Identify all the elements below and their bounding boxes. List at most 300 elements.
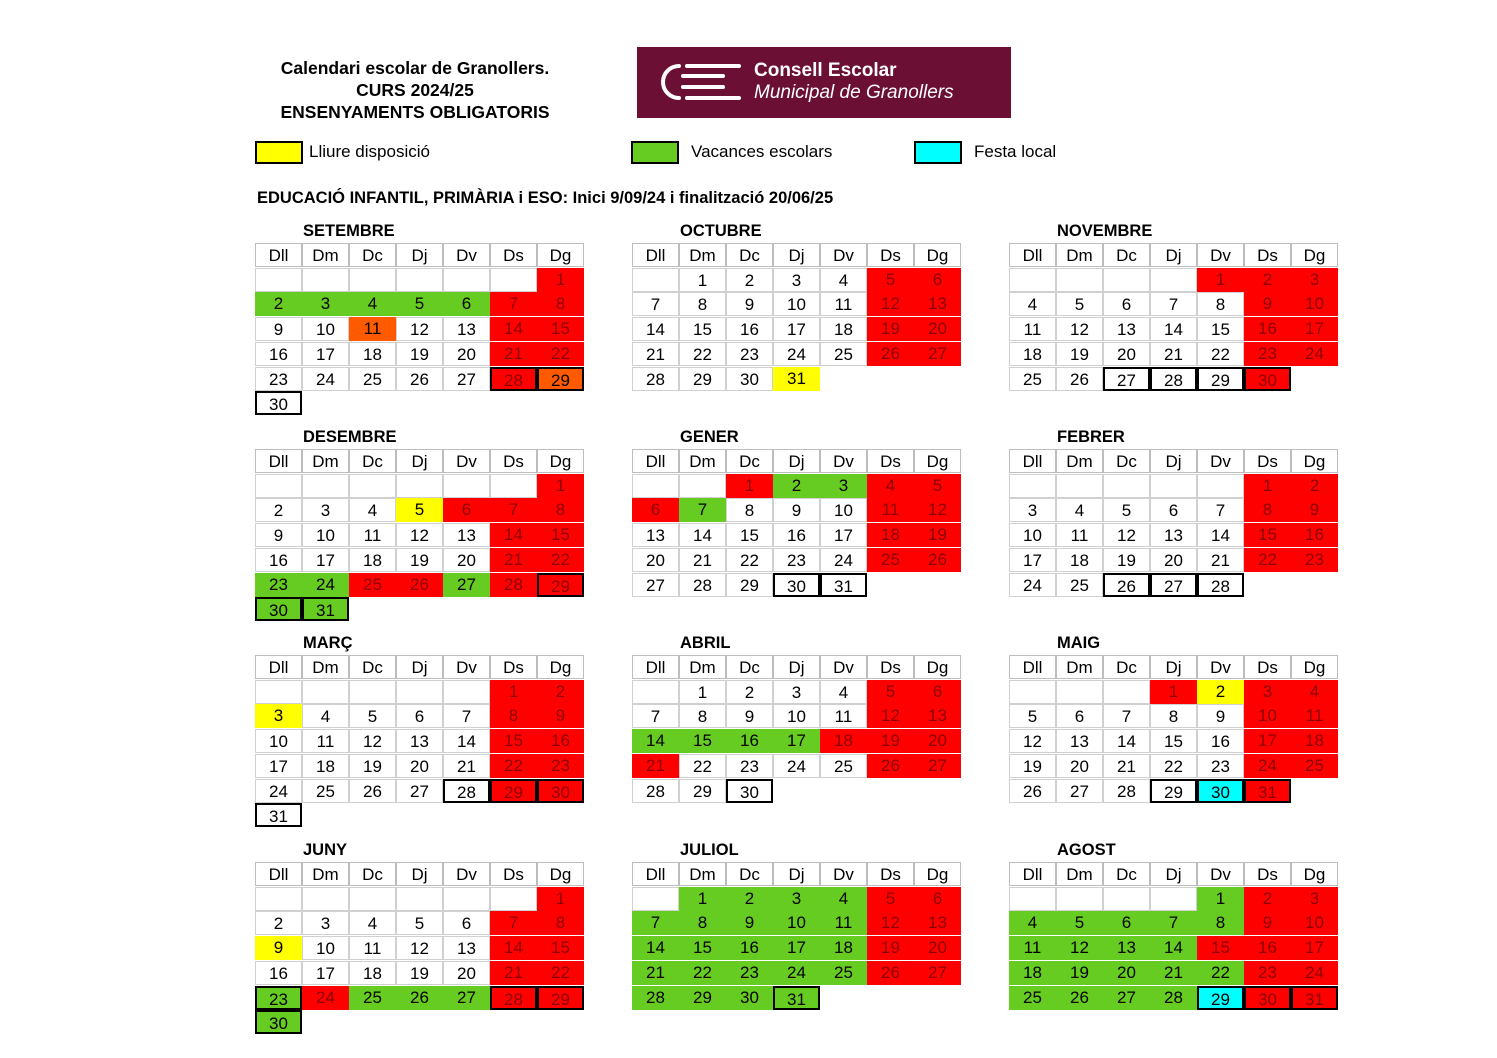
weekday-header: Dg	[537, 862, 584, 886]
weekday-header: Dv	[820, 655, 867, 679]
day-cell: 4	[867, 474, 914, 498]
day-cell: 21	[1150, 342, 1197, 366]
weekday-header: Dg	[914, 862, 961, 886]
day-cell: 5	[867, 887, 914, 911]
day-cell: 26	[1056, 367, 1103, 391]
day-cell: 24	[820, 548, 867, 572]
month-name: SETEMBRE	[303, 222, 395, 240]
day-cell: 18	[349, 548, 396, 572]
weekday-header: Dll	[632, 243, 679, 267]
day-cell: 19	[914, 523, 961, 547]
day-cell: 25	[820, 961, 867, 985]
day-cell: 13	[443, 936, 490, 960]
day-cell: 14	[679, 523, 726, 547]
day-cell: 16	[1291, 523, 1338, 547]
day-cell: 27	[1150, 573, 1197, 597]
day-cell: 25	[820, 754, 867, 778]
day-cell: 21	[1103, 754, 1150, 778]
day-cell: 14	[490, 936, 537, 960]
day-cell: 15	[1150, 729, 1197, 753]
weekday-header: Dll	[255, 243, 302, 267]
weekday-header: Dll	[255, 449, 302, 473]
weekday-header: Dm	[1056, 862, 1103, 886]
day-cell: 4	[349, 911, 396, 935]
day-cell: 4	[349, 292, 396, 316]
day-cell: 24	[302, 986, 349, 1010]
day-cell: 12	[1103, 523, 1150, 547]
day-cell: 30	[1244, 986, 1291, 1010]
day-cell: 2	[726, 268, 773, 292]
empty-cell	[1103, 887, 1150, 911]
day-cell: 30	[726, 367, 773, 391]
empty-cell	[1056, 474, 1103, 498]
day-cell: 21	[1197, 548, 1244, 572]
day-cell: 7	[1150, 911, 1197, 935]
day-cell: 27	[1056, 779, 1103, 803]
day-cell: 10	[1291, 292, 1338, 316]
day-cell: 28	[679, 573, 726, 597]
day-cell: 19	[867, 317, 914, 341]
day-cell: 30	[726, 986, 773, 1010]
weekday-header: Dll	[632, 862, 679, 886]
empty-cell	[1056, 887, 1103, 911]
weekday-header: Dv	[443, 655, 490, 679]
weekday-header: Dj	[1150, 449, 1197, 473]
day-cell: 17	[1009, 548, 1056, 572]
day-cell: 5	[867, 680, 914, 704]
logo-line-2: Municipal de Granollers	[754, 82, 954, 103]
day-cell: 25	[349, 573, 396, 597]
weekday-header: Dc	[726, 862, 773, 886]
weekday-header: Dj	[773, 655, 820, 679]
day-cell: 29	[1197, 986, 1244, 1010]
empty-cell	[255, 887, 302, 911]
day-cell: 16	[537, 729, 584, 753]
day-cell: 15	[726, 523, 773, 547]
weekday-header: Ds	[1244, 243, 1291, 267]
day-cell: 18	[1009, 961, 1056, 985]
empty-cell	[632, 680, 679, 704]
day-cell: 16	[1244, 936, 1291, 960]
day-cell: 15	[679, 317, 726, 341]
day-cell: 12	[396, 936, 443, 960]
day-cell: 1	[1150, 680, 1197, 704]
empty-cell	[349, 680, 396, 704]
day-cell: 9	[255, 317, 302, 341]
day-cell: 9	[1244, 911, 1291, 935]
day-cell: 1	[679, 887, 726, 911]
day-cell: 17	[255, 754, 302, 778]
day-cell: 12	[396, 523, 443, 547]
weekday-header: Dll	[1009, 243, 1056, 267]
weekday-header: Ds	[867, 655, 914, 679]
weekday-header: Ds	[490, 862, 537, 886]
day-cell: 29	[679, 367, 726, 391]
empty-cell	[490, 887, 537, 911]
day-cell: 6	[443, 498, 490, 522]
weekday-header: Dc	[349, 243, 396, 267]
day-cell: 22	[726, 548, 773, 572]
day-cell: 4	[820, 680, 867, 704]
day-cell: 1	[1244, 474, 1291, 498]
day-cell: 5	[1103, 498, 1150, 522]
weekday-header: Dc	[1103, 862, 1150, 886]
day-cell: 13	[914, 911, 961, 935]
day-cell: 29	[537, 367, 584, 391]
day-cell: 22	[679, 961, 726, 985]
day-cell: 30	[1197, 779, 1244, 803]
day-cell: 21	[490, 961, 537, 985]
day-cell: 29	[1150, 779, 1197, 803]
day-cell: 26	[867, 961, 914, 985]
day-cell: 25	[302, 779, 349, 803]
day-cell: 17	[773, 729, 820, 753]
day-cell: 13	[632, 523, 679, 547]
empty-cell	[632, 474, 679, 498]
day-cell: 1	[1197, 268, 1244, 292]
day-cell: 6	[1056, 704, 1103, 728]
day-cell: 24	[302, 573, 349, 597]
empty-cell	[1009, 268, 1056, 292]
day-cell: 16	[726, 317, 773, 341]
day-cell: 15	[1197, 317, 1244, 341]
day-cell: 23	[255, 986, 302, 1010]
day-cell: 28	[1150, 367, 1197, 391]
day-cell: 3	[820, 474, 867, 498]
day-cell: 28	[490, 367, 537, 391]
day-cell: 18	[302, 754, 349, 778]
empty-cell	[443, 680, 490, 704]
day-cell: 20	[632, 548, 679, 572]
day-cell: 22	[1150, 754, 1197, 778]
empty-cell	[302, 268, 349, 292]
day-cell: 23	[726, 342, 773, 366]
day-cell: 11	[349, 936, 396, 960]
day-cell: 5	[1056, 292, 1103, 316]
day-cell: 22	[1197, 342, 1244, 366]
day-cell: 17	[1291, 317, 1338, 341]
day-cell: 15	[1244, 523, 1291, 547]
empty-cell	[1150, 887, 1197, 911]
day-cell: 20	[914, 936, 961, 960]
day-cell: 9	[255, 936, 302, 960]
day-cell: 19	[1103, 548, 1150, 572]
weekday-header: Ds	[490, 449, 537, 473]
day-cell: 6	[396, 704, 443, 728]
day-cell: 2	[255, 911, 302, 935]
weekday-header: Dj	[1150, 243, 1197, 267]
section-title: EDUCACIÓ INFANTIL, PRIMÀRIA i ESO: Inici 9/09/24 i finalització 20/06/25	[257, 189, 834, 207]
day-cell: 8	[679, 911, 726, 935]
day-cell: 2	[773, 474, 820, 498]
day-cell: 19	[867, 729, 914, 753]
empty-cell	[255, 268, 302, 292]
day-cell: 24	[1291, 342, 1338, 366]
day-cell: 2	[1291, 474, 1338, 498]
day-cell: 31	[820, 573, 867, 597]
day-cell: 2	[1197, 680, 1244, 704]
weekday-header: Dll	[1009, 862, 1056, 886]
day-cell: 7	[1197, 498, 1244, 522]
day-cell: 3	[1291, 268, 1338, 292]
day-cell: 1	[1197, 887, 1244, 911]
weekday-header: Dll	[255, 862, 302, 886]
weekday-header: Dc	[726, 655, 773, 679]
day-cell: 6	[1103, 911, 1150, 935]
day-cell: 7	[1103, 704, 1150, 728]
day-cell: 20	[443, 548, 490, 572]
day-cell: 30	[255, 597, 302, 621]
day-cell: 30	[255, 391, 302, 415]
empty-cell	[1103, 268, 1150, 292]
day-cell: 28	[1197, 573, 1244, 597]
day-cell: 8	[679, 292, 726, 316]
day-cell: 21	[490, 548, 537, 572]
day-cell: 27	[914, 342, 961, 366]
day-cell: 9	[1291, 498, 1338, 522]
day-cell: 10	[1009, 523, 1056, 547]
day-cell: 4	[820, 268, 867, 292]
day-cell: 9	[726, 911, 773, 935]
day-cell: 7	[490, 292, 537, 316]
empty-cell	[255, 474, 302, 498]
empty-cell	[1150, 268, 1197, 292]
empty-cell	[443, 887, 490, 911]
day-cell: 2	[255, 498, 302, 522]
day-cell: 13	[443, 317, 490, 341]
weekday-header: Dm	[1056, 655, 1103, 679]
day-cell: 21	[490, 342, 537, 366]
day-cell: 2	[1244, 887, 1291, 911]
day-cell: 5	[1009, 704, 1056, 728]
day-cell: 4	[1291, 680, 1338, 704]
day-cell: 15	[1197, 936, 1244, 960]
weekday-header: Dj	[773, 449, 820, 473]
day-cell: 15	[679, 729, 726, 753]
day-cell: 13	[1056, 729, 1103, 753]
day-cell: 25	[820, 342, 867, 366]
weekday-header: Dg	[1291, 655, 1338, 679]
day-cell: 5	[914, 474, 961, 498]
weekday-header: Ds	[490, 655, 537, 679]
day-cell: 28	[632, 986, 679, 1010]
weekday-header: Dj	[396, 449, 443, 473]
empty-cell	[396, 887, 443, 911]
weekday-header: Dm	[679, 655, 726, 679]
day-cell: 18	[820, 936, 867, 960]
day-cell: 27	[443, 986, 490, 1010]
day-cell: 14	[1197, 523, 1244, 547]
empty-cell	[1009, 887, 1056, 911]
day-cell: 1	[679, 268, 726, 292]
weekday-header: Dc	[726, 449, 773, 473]
weekday-header: Ds	[867, 243, 914, 267]
day-cell: 3	[773, 680, 820, 704]
day-cell: 3	[1244, 680, 1291, 704]
day-cell: 15	[537, 936, 584, 960]
empty-cell	[396, 474, 443, 498]
day-cell: 28	[632, 779, 679, 803]
weekday-header: Dll	[632, 655, 679, 679]
day-cell: 27	[632, 573, 679, 597]
weekday-header: Dv	[443, 243, 490, 267]
day-cell: 7	[443, 704, 490, 728]
day-cell: 15	[537, 317, 584, 341]
month-name: NOVEMBRE	[1057, 222, 1153, 240]
day-cell: 1	[537, 474, 584, 498]
day-cell: 11	[349, 523, 396, 547]
day-cell: 9	[1197, 704, 1244, 728]
legend-label: Festa local	[974, 142, 1057, 161]
weekday-header: Dm	[679, 243, 726, 267]
day-cell: 26	[1009, 779, 1056, 803]
empty-cell	[349, 268, 396, 292]
day-cell: 27	[443, 573, 490, 597]
day-cell: 8	[537, 292, 584, 316]
day-cell: 4	[1009, 911, 1056, 935]
day-cell: 16	[1197, 729, 1244, 753]
day-cell: 25	[867, 548, 914, 572]
day-cell: 8	[1197, 292, 1244, 316]
empty-cell	[396, 680, 443, 704]
weekday-header: Ds	[490, 243, 537, 267]
day-cell: 5	[1056, 911, 1103, 935]
day-cell: 5	[396, 292, 443, 316]
weekday-header: Dg	[914, 449, 961, 473]
day-cell: 23	[255, 367, 302, 391]
day-cell: 27	[914, 961, 961, 985]
day-cell: 11	[1009, 317, 1056, 341]
title-line-1: Calendari escolar de Granollers.	[280, 58, 550, 78]
day-cell: 18	[349, 342, 396, 366]
day-cell: 10	[773, 292, 820, 316]
day-cell: 9	[726, 292, 773, 316]
day-cell: 26	[867, 342, 914, 366]
weekday-header: Dll	[255, 655, 302, 679]
empty-cell	[1150, 474, 1197, 498]
weekday-header: Dg	[914, 655, 961, 679]
day-cell: 13	[1103, 317, 1150, 341]
day-cell: 31	[255, 803, 302, 827]
day-cell: 16	[726, 936, 773, 960]
day-cell: 19	[1009, 754, 1056, 778]
month-name: DESEMBRE	[303, 428, 397, 446]
empty-cell	[632, 268, 679, 292]
day-cell: 9	[726, 704, 773, 728]
day-cell: 3	[1009, 498, 1056, 522]
day-cell: 14	[632, 317, 679, 341]
day-cell: 8	[1197, 911, 1244, 935]
day-cell: 12	[1056, 317, 1103, 341]
day-cell: 25	[1056, 573, 1103, 597]
day-cell: 3	[1291, 887, 1338, 911]
day-cell: 23	[1291, 548, 1338, 572]
title-line-2: CURS 2024/25	[356, 80, 474, 100]
day-cell: 8	[1150, 704, 1197, 728]
empty-cell	[349, 474, 396, 498]
weekday-header: Dm	[1056, 243, 1103, 267]
day-cell: 14	[490, 523, 537, 547]
weekday-header: Dv	[443, 862, 490, 886]
weekday-header: Dc	[349, 655, 396, 679]
day-cell: 30	[255, 1010, 302, 1034]
weekday-header: Dm	[302, 449, 349, 473]
day-cell: 20	[396, 754, 443, 778]
weekday-header: Dv	[1197, 862, 1244, 886]
day-cell: 21	[632, 961, 679, 985]
day-cell: 29	[726, 573, 773, 597]
day-cell: 7	[490, 498, 537, 522]
weekday-header: Dg	[537, 243, 584, 267]
day-cell: 24	[773, 754, 820, 778]
day-cell: 30	[537, 779, 584, 803]
month-name: JULIOL	[680, 841, 739, 859]
day-cell: 14	[632, 936, 679, 960]
day-cell: 4	[302, 704, 349, 728]
day-cell: 21	[1150, 961, 1197, 985]
day-cell: 28	[1103, 779, 1150, 803]
day-cell: 16	[255, 961, 302, 985]
day-cell: 23	[773, 548, 820, 572]
weekday-header: Dj	[773, 243, 820, 267]
weekday-header: Dv	[1197, 655, 1244, 679]
day-cell: 9	[255, 523, 302, 547]
day-cell: 30	[1244, 367, 1291, 391]
empty-cell	[1056, 268, 1103, 292]
day-cell: 4	[349, 498, 396, 522]
day-cell: 3	[302, 292, 349, 316]
weekday-header: Dv	[443, 449, 490, 473]
day-cell: 3	[302, 498, 349, 522]
weekday-header: Dll	[1009, 655, 1056, 679]
day-cell: 20	[1103, 961, 1150, 985]
day-cell: 19	[396, 548, 443, 572]
day-cell: 8	[726, 498, 773, 522]
day-cell: 22	[537, 342, 584, 366]
day-cell: 10	[302, 317, 349, 341]
title-line-3: ENSENYAMENTS OBLIGATORIS	[280, 102, 550, 122]
day-cell: 1	[726, 474, 773, 498]
day-cell: 26	[914, 548, 961, 572]
day-cell: 29	[1197, 367, 1244, 391]
day-cell: 24	[1009, 573, 1056, 597]
day-cell: 28	[490, 573, 537, 597]
weekday-header: Dj	[1150, 655, 1197, 679]
day-cell: 13	[914, 292, 961, 316]
day-cell: 28	[443, 779, 490, 803]
weekday-header: Dj	[396, 862, 443, 886]
day-cell: 10	[773, 704, 820, 728]
day-cell: 23	[1197, 754, 1244, 778]
day-cell: 24	[302, 367, 349, 391]
day-cell: 21	[443, 754, 490, 778]
day-cell: 10	[255, 729, 302, 753]
day-cell: 26	[349, 779, 396, 803]
day-cell: 13	[914, 704, 961, 728]
day-cell: 8	[537, 498, 584, 522]
day-cell: 18	[867, 523, 914, 547]
day-cell: 9	[773, 498, 820, 522]
day-cell: 26	[396, 367, 443, 391]
day-cell: 15	[537, 523, 584, 547]
day-cell: 23	[726, 961, 773, 985]
day-cell: 4	[820, 887, 867, 911]
day-cell: 16	[773, 523, 820, 547]
day-cell: 14	[1103, 729, 1150, 753]
day-cell: 26	[1103, 573, 1150, 597]
day-cell: 22	[490, 754, 537, 778]
day-cell: 11	[302, 729, 349, 753]
